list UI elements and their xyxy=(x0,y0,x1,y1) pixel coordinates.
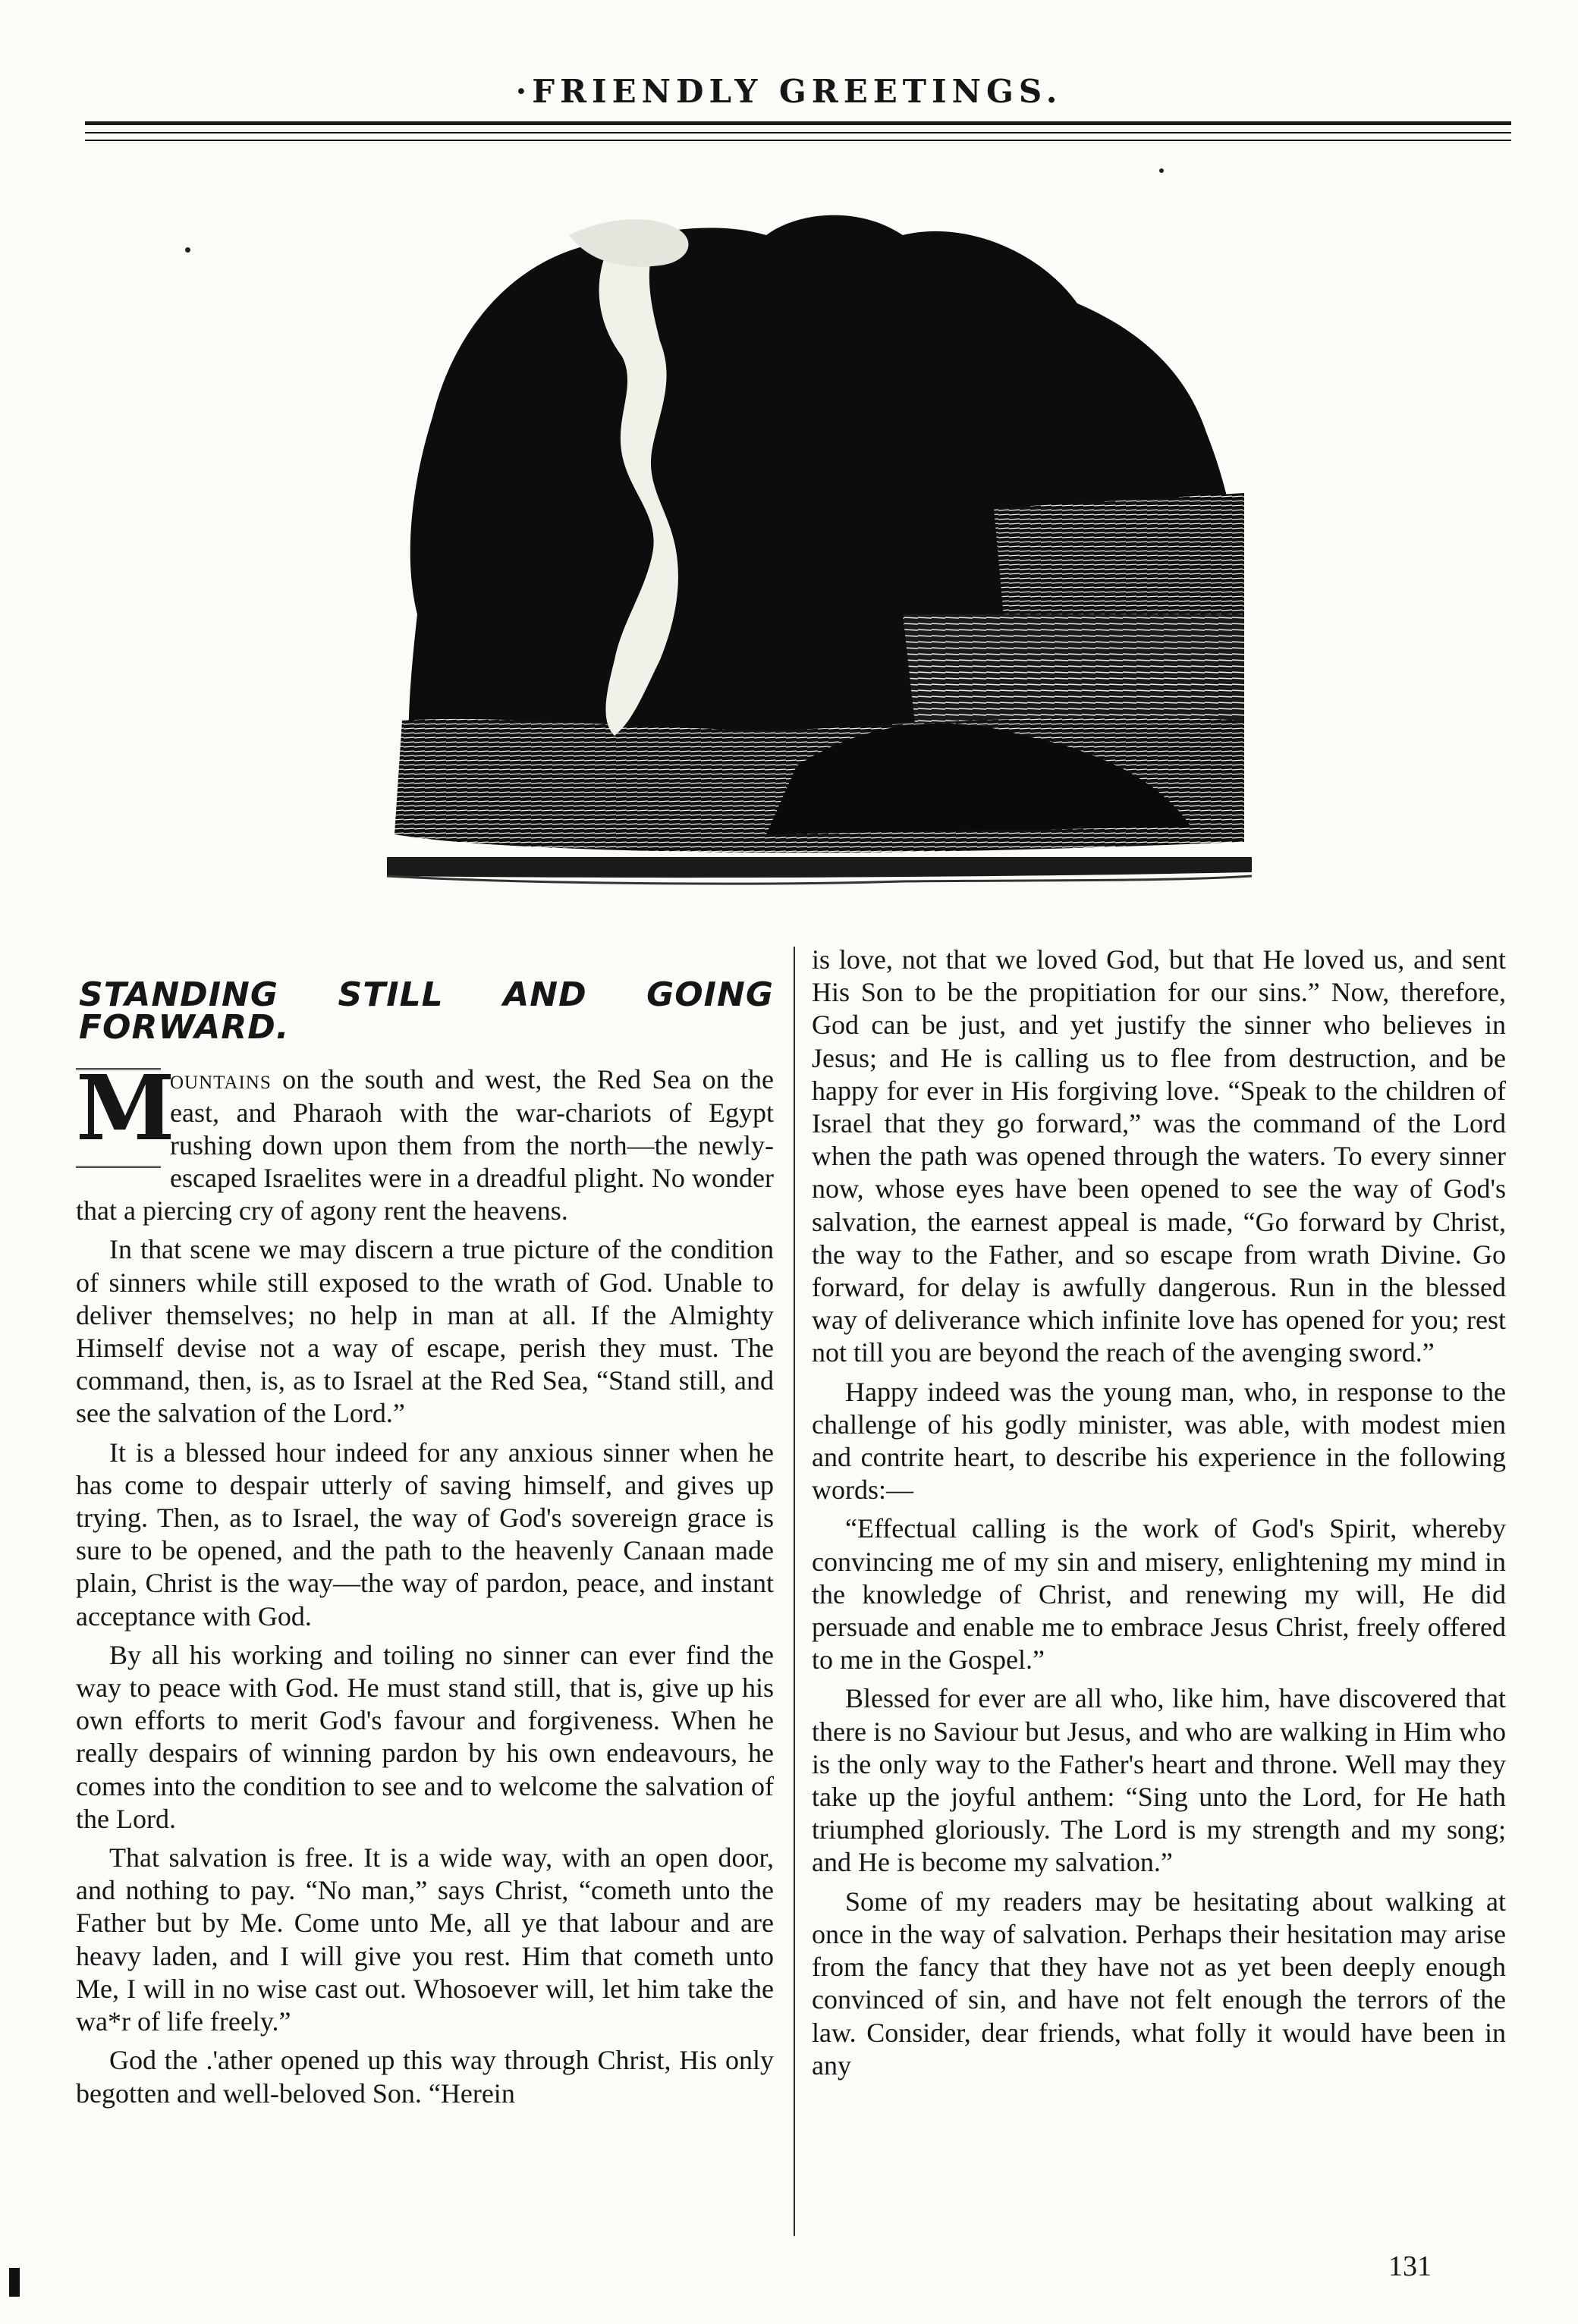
left-column xyxy=(76,975,774,2110)
article-paragraph: That salvation is free. It is a wide way, with an open door, and nothing to pay. “No man,” says Christ, “cometh unto the Father but by Me. Come unto Me, all ye that labour and are heavy laden, and I will give you rest. Him that cometh unto Me, I will in no wise cast out. Whosoever will, let him take the wa*r of life freely.” xyxy=(76,1842,774,2037)
article-paragraph: Happy indeed was the young man, who, in response to the challenge of his godly minister, was able, with modest mien and contrite heart, to describe his experience in the following words:— xyxy=(812,1376,1506,1506)
running-head: ·FRIENDLY GREETINGS. xyxy=(515,73,1063,110)
article-paragraph: is love, not that we loved God, but that He loved us, and sent His Son to be the propitiation for our sins.” Now, therefore, God can be just, and yet justify the sinner who believes in Jesus; and He is calling us to flee from destruction, and be happy for ever in His forgiving love. “Speak to the children of Israel that they go forward,” was the command of the Lord when the path was opened through the waters. To every sinner now, whose eyes have been opened to see the way of God's salvation, the earnest appeal is made, “Go forward by Christ, the way to the Father, and so escape from wrath Divine. Go forward, for delay is awfully dangerous. Run in the blessed way of deliverance which infinite love has opened for you; rest not till you are beyond the reach of the avenging sword.” xyxy=(812,944,1506,1368)
article-title: STANDING STILL AND GOING FORWARD. xyxy=(79,975,774,1047)
opening-smallcaps: ountains xyxy=(170,1064,272,1095)
margin-mark xyxy=(9,2268,20,2297)
page-number: 131 xyxy=(1388,2250,1432,2282)
column-divider xyxy=(794,947,795,2236)
print-speck xyxy=(185,247,190,253)
header-rule xyxy=(85,140,1511,141)
pillar-of-cloud-engraving xyxy=(372,190,1267,895)
article-paragraph xyxy=(76,1055,774,1227)
article-paragraph: By all his working and toiling no sinner can ever find the way to peace with God. He must stand still, that is, give up his own efforts to merit God's favour and forgiveness. When he really despairs of winning pardon by his own endeavours, he comes into the condition to see and to welcome the salvation of the Lord. xyxy=(76,1639,774,1834)
paragraph-text: on the south and west, the Red Sea on the east, and Pharaoh with the war-chariots of Egypt rushing down upon them from the north—the newly-escaped Israelites were in a dreadful plight. No wonder that a piercing cry of agony rent the heavens. xyxy=(76,1064,774,1226)
header-rule xyxy=(85,132,1511,133)
header-rule xyxy=(85,121,1511,125)
article-paragraph: It is a blessed hour indeed for any anxious sinner when he has come to despair utterly of saving himself, and gives up trying. Then, as to Israel, the way of God's sovereign grace is sure to be opened, and the path to the heavenly Canaan made plain, Christ is the way—the way of pardon, peace, and instant acceptance with God. xyxy=(76,1437,774,1632)
right-column xyxy=(812,944,1506,2082)
article-paragraph: Blessed for ever are all who, like him, have discovered that there is no Saviour but Jesus, and who are walking in Him who is the only way to the Father's heart and throne. Well may they take up the joyful anthem: “Sing unto the Lord, for He hath triumphed gloriously. The Lord is my strength and my song; and He is become my salvation.” xyxy=(812,1683,1506,1878)
drop-cap: M xyxy=(76,1068,161,1168)
article-paragraph: “Effectual calling is the work of God's Spirit, whereby convincing me of my sin and misery, enlightening my mind in the knowledge of Christ, and renewing my will, He did persuade and enable me to embrace Jesus Christ, freely offered to me in the Gospel.” xyxy=(812,1513,1506,1675)
print-speck xyxy=(1159,168,1164,173)
article-paragraph: In that scene we may discern a true picture of the condition of sinners while still exposed to the wrath of God. Unable to deliver themselves; no help in man at all. If the Almighty Himself devise not a way of escape, perish they must. The command, then, is, as to Israel at the Red Sea, “Stand still, and see the salvation of the Lord.” xyxy=(76,1234,774,1429)
engraving-illustration xyxy=(372,190,1267,895)
article-paragraph: Some of my readers may be hesitating about walking at once in the way of salvation. Perhaps their hesitation may arise from the fancy that they have not as yet been deeply enough convinced of sin, and have not felt enough the terrors of the law. Consider, dear friends, what folly it would have been in any xyxy=(812,1886,1506,2081)
article-paragraph: God the .'ather opened up this way through Christ, His only begotten and well-beloved Son. “Herein xyxy=(76,2045,774,2109)
